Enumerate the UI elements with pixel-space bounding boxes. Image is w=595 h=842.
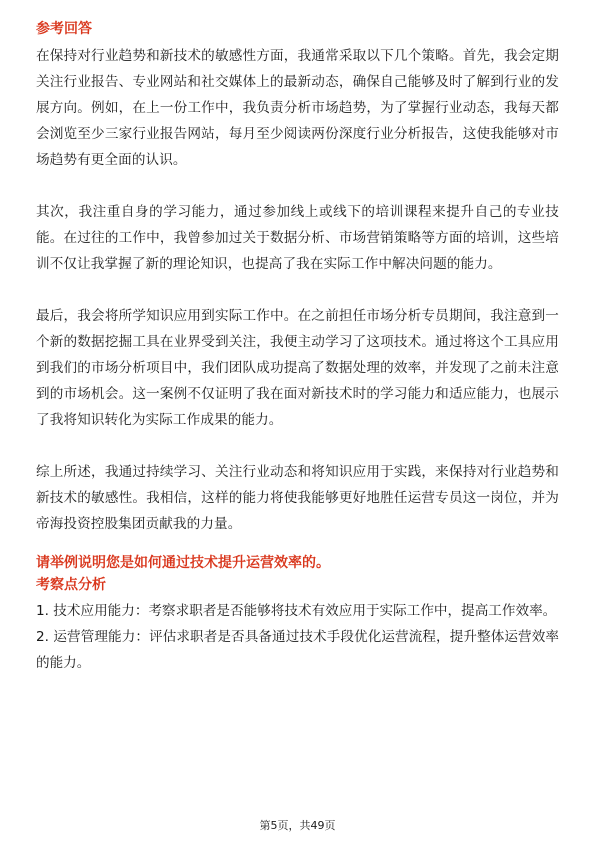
paragraph-spacer xyxy=(36,173,559,199)
answer-paragraph-4: 综上所述，我通过持续学习、关注行业动态和将知识应用于实践，来保持对行业趋势和新技术的敏感性。我相信，这样的能力将使我能够更好地胜任运营专员这一岗位，并为帝海投资控股集团贡献我的力量。 xyxy=(36,464,559,532)
page-number-footer: 第5页，共49页 xyxy=(259,819,336,832)
paragraph-spacer xyxy=(36,277,559,303)
answer-paragraph-3: 最后，我会将所学知识应用到实际工作中。在之前担任市场分析专员期间，我注意到一个新的数据挖掘工具在业界受到关注，我便主动学习了这项技术。通过将这个工具应用到我们的市场分析项目中，我们团队成功提高了数据处理的效率，并发现了之前未注意到的市场机会。这一案例不仅证明了我在面对新技术时的学习能力和适应能力，也展示了我将知识转化为实际工作成果的能力。 xyxy=(36,308,559,428)
answer-paragraph-2: 其次，我注重自身的学习能力，通过参加线上或线下的培训课程来提升自己的专业技能。在过往的工作中，我曾参加过关于数据分析、市场营销策略等方面的培训，这些培训不仅让我掌握了新的理论知识，也提高了我在实际工作中解决问题的能力。 xyxy=(36,204,559,272)
page-content xyxy=(36,20,559,676)
section-heading-reference-answer: 参考回答 xyxy=(36,21,92,37)
answer-paragraph-1: 在保持对行业趋势和新技术的敏感性方面，我通常采取以下几个策略。首先，我会定期关注行业报告、专业网站和社交媒体上的最新动态，确保自己能够及时了解到行业的发展方向。例如，在上一份工作中，我负责分析市场趋势，为了掌握行业动态，我每天都会浏览至少三家行业报告网站，每月至少阅读两份深度行业分析报告，这使我能够对市场趋势有更全面的认识。 xyxy=(36,48,559,168)
analysis-point-1: 1. 技术应用能力：考察求职者是否能够将技术有效应用于实际工作中，提高工作效率。 xyxy=(36,603,557,619)
analysis-point-2: 2. 运营管理能力：评估求职者是否具备通过技术手段优化运营流程，提升整体运营效率的能力。 xyxy=(36,629,559,671)
interview-question: 请举例说明您是如何通过技术提升运营效率的。 xyxy=(36,555,330,571)
section-heading-analysis: 考察点分析 xyxy=(36,577,106,593)
paragraph-spacer xyxy=(36,433,559,459)
